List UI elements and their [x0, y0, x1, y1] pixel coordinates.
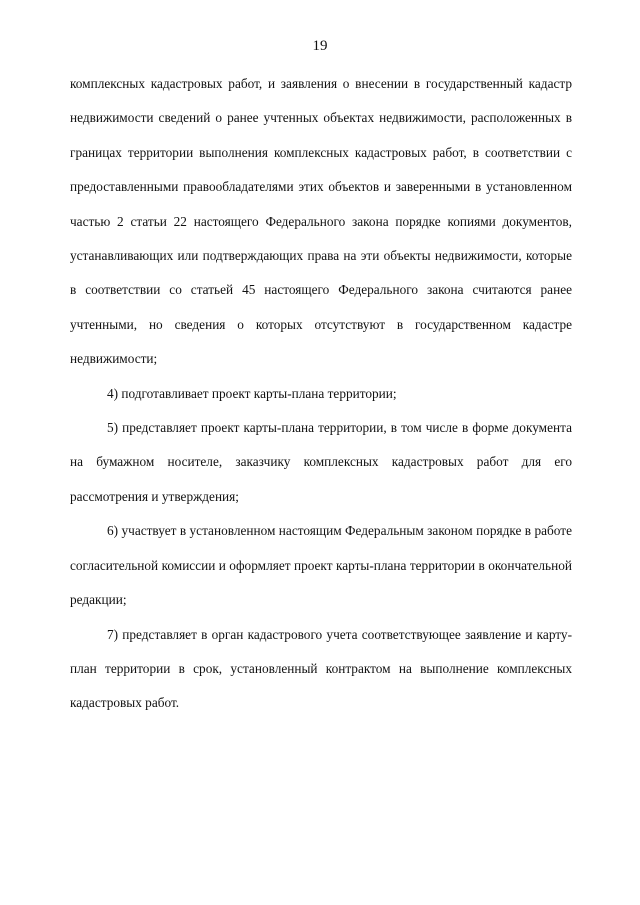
body-text: [70, 67, 572, 721]
paragraph-continuation: комплексных кадастровых работ, и заявления о внесении в государственный кадастр недвижимости сведений о ранее учтенных объектах недвижимости, расположенных в границах территории выполнения комплексных кадастровых работ, в соответствии с предоставленными правообладателями этих объектов и заверенными в установленном частью 2 статьи 22 настоящего Федерального закона порядке копиями документов, устанавливающих или подтверждающих права на эти объекты недвижимости, которые в соответствии со статьей 45 настоящего Федерального закона считаются ранее учтенными, но сведения о которых отсутствуют в государственном кадастре недвижимости;: [70, 76, 572, 367]
paragraph-item-6: 6) участвует в установленном настоящим Федеральным законом порядке в работе согласительной комиссии и оформляет проект карты-плана территории в окончательной редакции;: [70, 523, 572, 608]
page-number: 19: [312, 38, 328, 54]
paragraph-item-4: 4) подготавливает проект карты-плана территории;: [107, 385, 397, 401]
paragraph-item-7: 7) представляет в орган кадастрового учета соответствующее заявление и карту-план территории в срок, установленный контрактом на выполнение комплексных кадастровых работ.: [70, 626, 572, 711]
paragraph-item-5: 5) представляет проект карты-плана территории, в том числе в форме документа на бумажном носителе, заказчику комплексных кадастровых работ для его рассмотрения и утверждения;: [70, 420, 572, 504]
